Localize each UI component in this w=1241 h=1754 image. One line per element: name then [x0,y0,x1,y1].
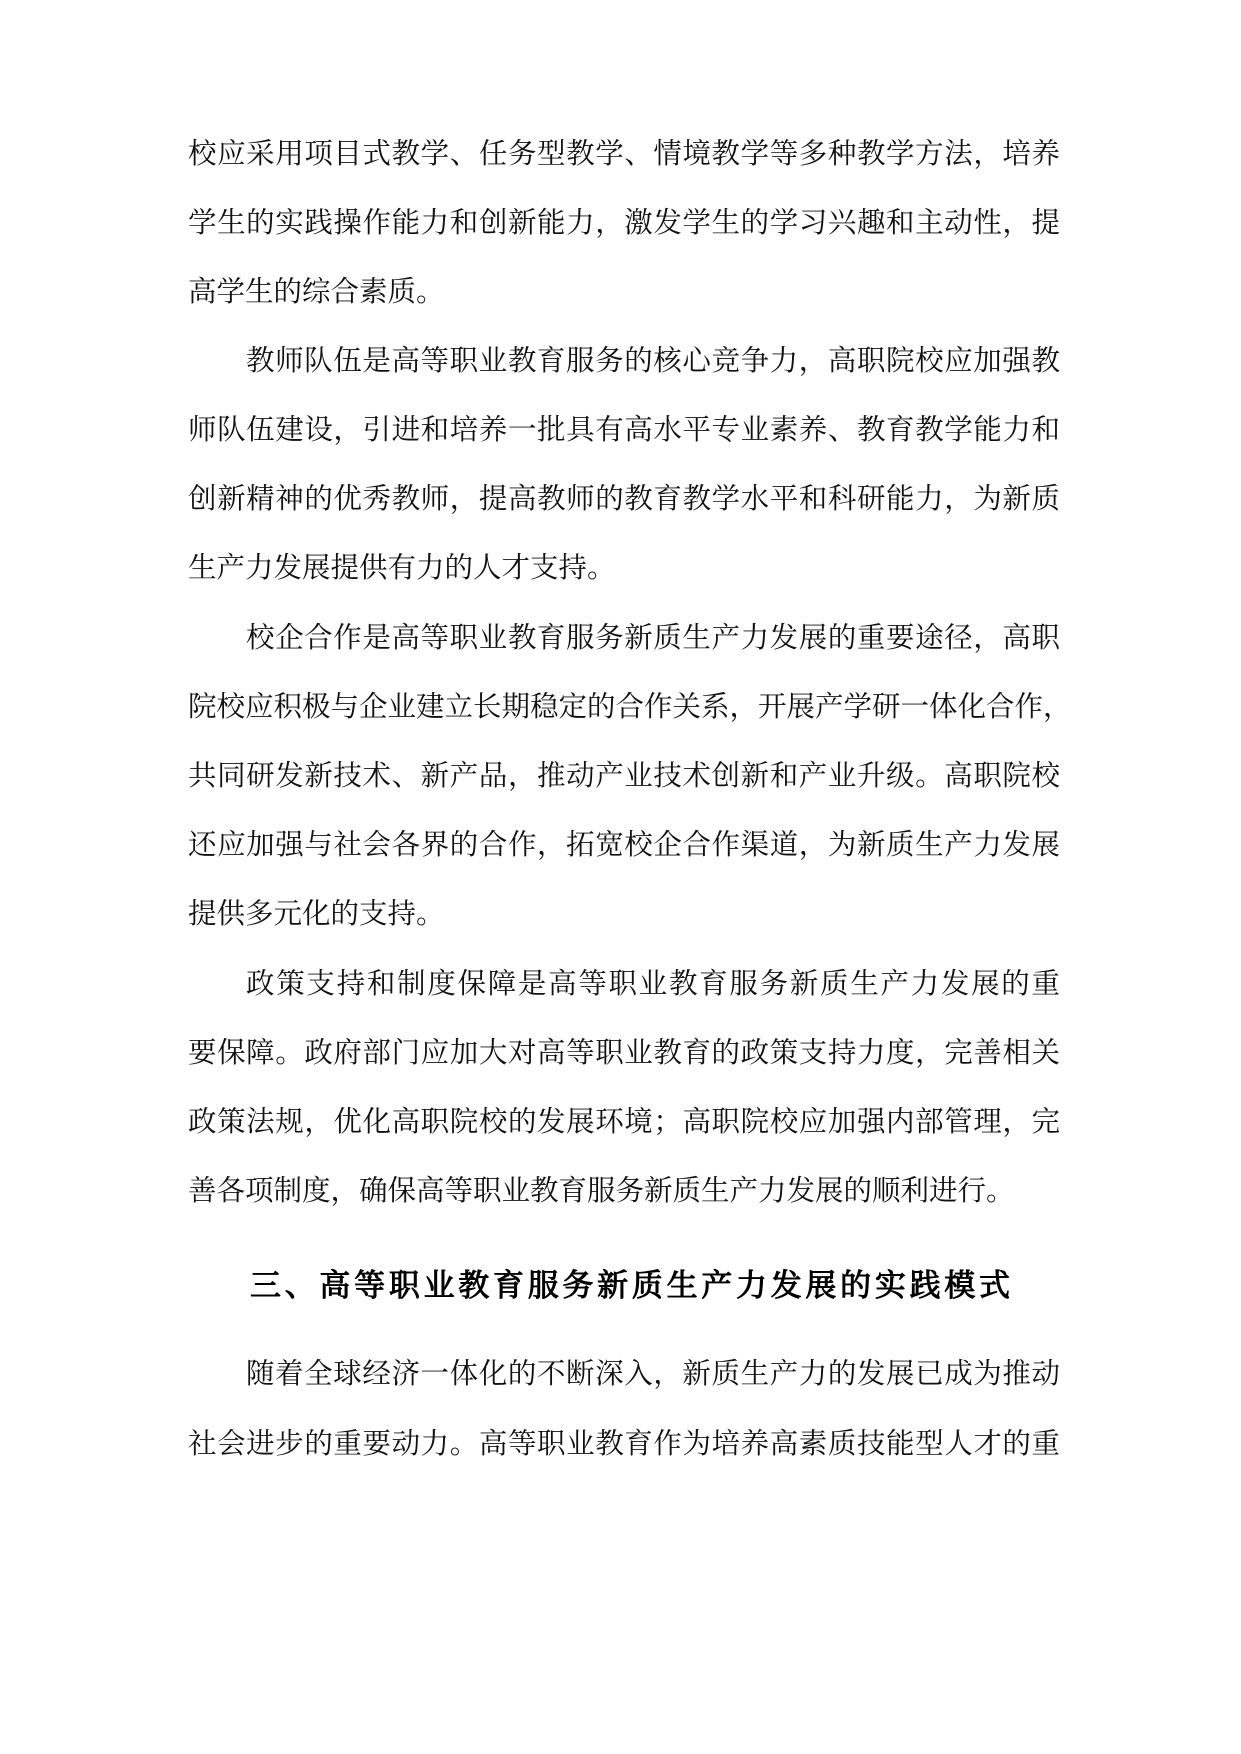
paragraph-4-line-2: 要保障。政府部门应加大对高等职业教育的政策支持力度，完善相关 [188,1036,1060,1069]
paragraph-3-line-1: 校企合作是高等职业教育服务新质生产力发展的重要途径，高职 [246,621,1060,654]
paragraph-4-line-3: 政策法规，优化高职院校的发展环境；高职院校应加强内部管理，完 [188,1105,1060,1138]
paragraph-4-line-1: 政策支持和制度保障是高等职业教育服务新质生产力发展的重 [246,967,1060,1000]
paragraph-2-line-3: 创新精神的优秀教师，提高教师的教育教学水平和科研能力，为新质 [188,482,1060,515]
paragraph-5-line-2: 社会进步的重要动力。高等职业教育作为培养高素质技能型人才的重 [188,1427,1060,1460]
paragraph-2-line-4: 生产力发展提供有力的人才支持。 [188,551,616,584]
paragraph-1-line-3: 高学生的综合素质。 [188,275,445,308]
paragraph-3-line-4: 还应加强与社会各界的合作，拓宽校企合作渠道，为新质生产力发展 [188,828,1060,861]
paragraph-1-line-2: 学生的实践操作能力和创新能力，激发学生的学习兴趣和主动性，提 [188,206,1060,239]
paragraph-1-line-1: 校应采用项目式教学、任务型教学、情境教学等多种教学方法，培养 [188,137,1060,170]
paragraph-2-line-1: 教师队伍是高等职业教育服务的核心竞争力，高职院校应加强教 [246,344,1060,377]
section-heading: 三、高等职业教育服务新质生产力发展的实践模式 [250,1268,1010,1304]
paragraph-5-line-1: 随着全球经济一体化的不断深入，新质生产力的发展已成为推动 [246,1357,1060,1390]
paragraph-4-line-4: 善各项制度，确保高等职业教育服务新质生产力发展的顺利进行。 [188,1174,1015,1207]
paragraph-2-line-2: 师队伍建设，引进和培养一批具有高水平专业素养、教育教学能力和 [188,413,1060,446]
paragraph-3-line-5: 提供多元化的支持。 [188,897,445,930]
paragraph-3-line-3: 共同研发新技术、新产品，推动产业技术创新和产业升级。高职院校 [188,759,1060,792]
paragraph-3-line-2: 院校应积极与企业建立长期稳定的合作关系，开展产学研一体化合作， [188,690,1072,723]
